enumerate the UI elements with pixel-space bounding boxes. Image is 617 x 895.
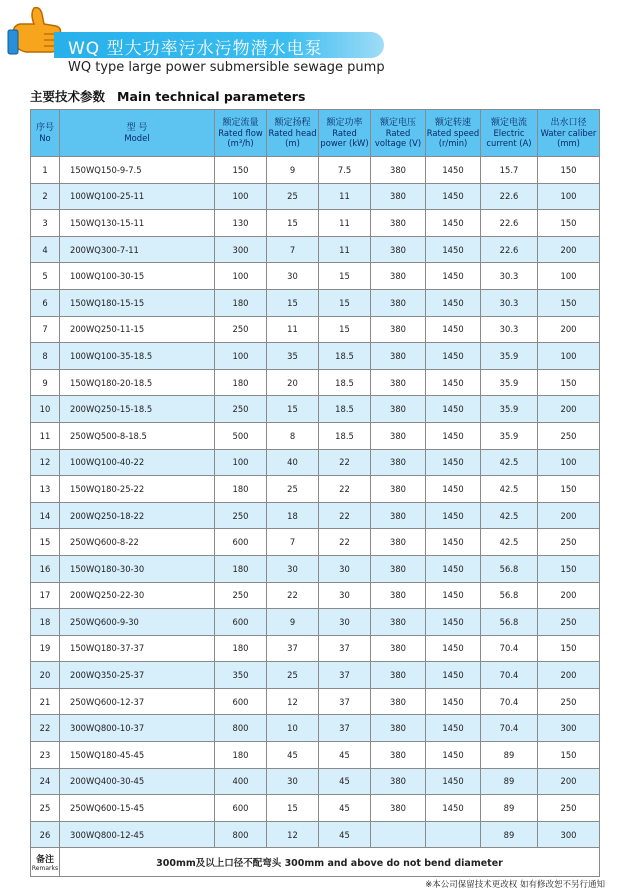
table-row — [31, 316, 600, 343]
cell-speed: 1450 — [426, 422, 481, 449]
table-row — [31, 396, 600, 423]
cell-model: 100WQ100-30-15 — [60, 263, 215, 290]
cell-caliber: 100 — [538, 343, 600, 370]
cell-no: 8 — [31, 343, 60, 370]
cell-voltage: 380 — [371, 555, 426, 582]
cell-caliber: 100 — [538, 263, 600, 290]
cell-flow: 300 — [215, 236, 267, 263]
cell-model: 200WQ400-30-45 — [60, 768, 215, 795]
cell-power: 37 — [319, 688, 371, 715]
remarks-label: 备注 Remarks — [31, 848, 60, 877]
cell-model: 200WQ250-11-15 — [60, 316, 215, 343]
table-row — [31, 742, 600, 769]
cell-flow: 250 — [215, 502, 267, 529]
cell-head: 30 — [267, 555, 319, 582]
cell-current: 22.6 — [481, 183, 538, 210]
cell-speed: 1450 — [426, 715, 481, 742]
cell-voltage: 380 — [371, 236, 426, 263]
cell-flow: 250 — [215, 396, 267, 423]
remarks-text: 300mm及以上口径不配弯头 300mm and above do not bend diameter — [60, 848, 600, 877]
cell-speed: 1450 — [426, 662, 481, 689]
cell-head: 35 — [267, 343, 319, 370]
cell-current: 35.9 — [481, 369, 538, 396]
cell-model: 100WQ100-40-22 — [60, 449, 215, 476]
cell-head: 15 — [267, 210, 319, 237]
cell-head: 37 — [267, 635, 319, 662]
cell-current: 30.3 — [481, 289, 538, 316]
cell-caliber: 150 — [538, 635, 600, 662]
cell-current: 42.5 — [481, 529, 538, 556]
cell-caliber: 250 — [538, 609, 600, 636]
table-row — [31, 263, 600, 290]
cell-flow: 100 — [215, 263, 267, 290]
cell-power: 37 — [319, 635, 371, 662]
cell-power: 11 — [319, 210, 371, 237]
cell-caliber: 300 — [538, 715, 600, 742]
cell-caliber: 150 — [538, 555, 600, 582]
cell-caliber: 150 — [538, 742, 600, 769]
cell-no: 10 — [31, 396, 60, 423]
cell-no: 26 — [31, 821, 60, 848]
table-row — [31, 582, 600, 609]
cell-head: 8 — [267, 422, 319, 449]
cell-speed: 1450 — [426, 183, 481, 210]
cell-voltage: 380 — [371, 263, 426, 290]
cell-voltage: 380 — [371, 369, 426, 396]
cell-speed: 1450 — [426, 396, 481, 423]
cell-speed: 1450 — [426, 688, 481, 715]
col-header-no: 序号 No — [31, 110, 60, 157]
cell-caliber: 250 — [538, 795, 600, 822]
cell-power: 15 — [319, 289, 371, 316]
cell-head: 25 — [267, 183, 319, 210]
cell-caliber: 150 — [538, 369, 600, 396]
cell-model: 200WQ250-22-30 — [60, 582, 215, 609]
cell-caliber: 250 — [538, 422, 600, 449]
cell-flow: 500 — [215, 422, 267, 449]
cell-head: 15 — [267, 289, 319, 316]
cell-voltage: 380 — [371, 502, 426, 529]
cell-voltage: 380 — [371, 688, 426, 715]
cell-head: 7 — [267, 236, 319, 263]
cell-current: 56.8 — [481, 555, 538, 582]
cell-speed: 1450 — [426, 263, 481, 290]
table-header-row — [31, 110, 600, 157]
cell-no: 11 — [31, 422, 60, 449]
cell-model: 200WQ350-25-37 — [60, 662, 215, 689]
cell-no: 15 — [31, 529, 60, 556]
cell-caliber: 200 — [538, 316, 600, 343]
cell-power: 22 — [319, 502, 371, 529]
cell-head: 9 — [267, 609, 319, 636]
cell-flow: 130 — [215, 210, 267, 237]
cell-no: 2 — [31, 183, 60, 210]
cell-voltage: 380 — [371, 422, 426, 449]
cell-flow: 600 — [215, 529, 267, 556]
cell-speed: 1450 — [426, 157, 481, 184]
cell-power: 37 — [319, 715, 371, 742]
cell-voltage: 380 — [371, 343, 426, 370]
parameters-table — [30, 109, 600, 877]
cell-speed: 1450 — [426, 582, 481, 609]
cell-flow: 350 — [215, 662, 267, 689]
cell-model: 250WQ600-12-37 — [60, 688, 215, 715]
cell-no: 5 — [31, 263, 60, 290]
cell-voltage: 380 — [371, 210, 426, 237]
cell-voltage: 380 — [371, 316, 426, 343]
cell-head: 20 — [267, 369, 319, 396]
cell-power: 18.5 — [319, 396, 371, 423]
cell-head: 12 — [267, 688, 319, 715]
section-title-en: Main technical parameters — [117, 89, 306, 104]
cell-no: 22 — [31, 715, 60, 742]
cell-flow: 180 — [215, 289, 267, 316]
cell-head: 15 — [267, 795, 319, 822]
cell-power: 37 — [319, 662, 371, 689]
table-row — [31, 529, 600, 556]
cell-current: 70.4 — [481, 635, 538, 662]
cell-voltage: 380 — [371, 289, 426, 316]
cell-caliber: 300 — [538, 821, 600, 848]
table-row — [31, 236, 600, 263]
col-header-caliber: 出水口径 Water caliber (mm) — [538, 110, 600, 157]
col-header-current: 额定电流 Electric current (A) — [481, 110, 538, 157]
cell-model: 300WQ800-10-37 — [60, 715, 215, 742]
page-title-cn: WQ 型大功率污水污物潜水电泵 — [68, 39, 323, 59]
cell-flow: 100 — [215, 343, 267, 370]
cell-model: 200WQ250-15-18.5 — [60, 396, 215, 423]
table-row — [31, 715, 600, 742]
cell-caliber: 250 — [538, 688, 600, 715]
cell-head: 40 — [267, 449, 319, 476]
cell-speed — [426, 821, 481, 848]
cell-power: 11 — [319, 183, 371, 210]
cell-voltage: 380 — [371, 157, 426, 184]
cell-current: 22.6 — [481, 236, 538, 263]
cell-no: 21 — [31, 688, 60, 715]
cell-current: 89 — [481, 742, 538, 769]
cell-head: 15 — [267, 396, 319, 423]
cell-speed: 1450 — [426, 449, 481, 476]
table-row — [31, 289, 600, 316]
cell-model: 150WQ130-15-11 — [60, 210, 215, 237]
cell-voltage: 380 — [371, 742, 426, 769]
cell-head: 22 — [267, 582, 319, 609]
col-header-power: 额定功率 Rated power (kW) — [319, 110, 371, 157]
cell-speed: 1450 — [426, 555, 481, 582]
cell-current: 89 — [481, 795, 538, 822]
cell-speed: 1450 — [426, 502, 481, 529]
cell-current: 42.5 — [481, 476, 538, 503]
cell-power: 18.5 — [319, 422, 371, 449]
cell-model: 150WQ180-30-30 — [60, 555, 215, 582]
table-row — [31, 688, 600, 715]
cell-head: 25 — [267, 476, 319, 503]
cell-power: 22 — [319, 529, 371, 556]
table-row — [31, 422, 600, 449]
cell-model: 150WQ180-25-22 — [60, 476, 215, 503]
cell-head: 30 — [267, 263, 319, 290]
cell-speed: 1450 — [426, 289, 481, 316]
cell-speed: 1450 — [426, 369, 481, 396]
cell-no: 1 — [31, 157, 60, 184]
cell-voltage: 380 — [371, 449, 426, 476]
cell-voltage: 380 — [371, 768, 426, 795]
cell-voltage: 380 — [371, 183, 426, 210]
cell-caliber: 100 — [538, 183, 600, 210]
cell-caliber: 200 — [538, 502, 600, 529]
cell-caliber: 150 — [538, 476, 600, 503]
cell-no: 12 — [31, 449, 60, 476]
cell-flow: 600 — [215, 609, 267, 636]
cell-current: 56.8 — [481, 582, 538, 609]
cell-caliber: 150 — [538, 210, 600, 237]
cell-no: 24 — [31, 768, 60, 795]
page-title-en: WQ type large power submersible sewage pump — [68, 60, 385, 75]
cell-current: 22.6 — [481, 210, 538, 237]
cell-power: 7.5 — [319, 157, 371, 184]
cell-head: 18 — [267, 502, 319, 529]
cell-current: 42.5 — [481, 449, 538, 476]
cell-model: 150WQ180-37-37 — [60, 635, 215, 662]
cell-power: 22 — [319, 449, 371, 476]
table-row — [31, 555, 600, 582]
section-title-cn: 主要技术参数 — [30, 89, 106, 104]
cell-power: 11 — [319, 236, 371, 263]
cell-flow: 100 — [215, 183, 267, 210]
cell-caliber: 200 — [538, 582, 600, 609]
cell-no: 3 — [31, 210, 60, 237]
cell-flow: 100 — [215, 449, 267, 476]
cell-voltage: 380 — [371, 662, 426, 689]
cell-voltage: 380 — [371, 582, 426, 609]
cell-model: 250WQ500-8-18.5 — [60, 422, 215, 449]
cell-flow: 180 — [215, 476, 267, 503]
cell-power: 22 — [319, 476, 371, 503]
cell-no: 17 — [31, 582, 60, 609]
cell-voltage: 380 — [371, 529, 426, 556]
table-row — [31, 210, 600, 237]
cell-speed: 1450 — [426, 768, 481, 795]
table-row — [31, 449, 600, 476]
cell-voltage: 380 — [371, 715, 426, 742]
cell-power: 30 — [319, 609, 371, 636]
cell-head: 7 — [267, 529, 319, 556]
cell-no: 9 — [31, 369, 60, 396]
remarks-row — [31, 848, 600, 877]
table-row — [31, 157, 600, 184]
cell-current: 70.4 — [481, 715, 538, 742]
section-heading — [30, 87, 317, 105]
cell-current: 35.9 — [481, 396, 538, 423]
cell-speed: 1450 — [426, 795, 481, 822]
cell-current: 89 — [481, 821, 538, 848]
cell-model: 150WQ180-15-15 — [60, 289, 215, 316]
cell-flow: 180 — [215, 555, 267, 582]
cell-speed: 1450 — [426, 316, 481, 343]
cell-flow: 180 — [215, 369, 267, 396]
cell-voltage — [371, 821, 426, 848]
cell-model: 300WQ800-12-45 — [60, 821, 215, 848]
cell-head: 11 — [267, 316, 319, 343]
table-row — [31, 609, 600, 636]
cell-speed: 1450 — [426, 609, 481, 636]
cell-no: 23 — [31, 742, 60, 769]
cell-caliber: 150 — [538, 289, 600, 316]
cell-power: 30 — [319, 555, 371, 582]
cell-no: 18 — [31, 609, 60, 636]
cell-speed: 1450 — [426, 635, 481, 662]
cell-flow: 800 — [215, 715, 267, 742]
cell-model: 150WQ150-9-7.5 — [60, 157, 215, 184]
cell-caliber: 200 — [538, 768, 600, 795]
footer-note: ※本公司保留技术更改权 如有修改恕不另行通知 — [425, 880, 605, 890]
cell-power: 45 — [319, 795, 371, 822]
cell-power: 45 — [319, 742, 371, 769]
cell-head: 30 — [267, 768, 319, 795]
table-row — [31, 476, 600, 503]
cell-speed: 1450 — [426, 529, 481, 556]
col-header-voltage: 额定电压 Rated voltage (V) — [371, 110, 426, 157]
cell-caliber: 200 — [538, 236, 600, 263]
cell-voltage: 380 — [371, 635, 426, 662]
cell-speed: 1450 — [426, 343, 481, 370]
cell-head: 10 — [267, 715, 319, 742]
cell-power: 30 — [319, 582, 371, 609]
cell-head: 9 — [267, 157, 319, 184]
cell-flow: 180 — [215, 742, 267, 769]
cell-flow: 600 — [215, 688, 267, 715]
cell-head: 45 — [267, 742, 319, 769]
cell-caliber: 250 — [538, 529, 600, 556]
cell-flow: 800 — [215, 821, 267, 848]
cell-current: 42.5 — [481, 502, 538, 529]
cell-no: 25 — [31, 795, 60, 822]
cell-head: 12 — [267, 821, 319, 848]
cell-head: 25 — [267, 662, 319, 689]
col-header-speed: 额定转速 Rated speed (r/min) — [426, 110, 481, 157]
cell-speed: 1450 — [426, 476, 481, 503]
table-row — [31, 635, 600, 662]
cell-current: 15.7 — [481, 157, 538, 184]
cell-model: 150WQ180-20-18.5 — [60, 369, 215, 396]
cell-current: 70.4 — [481, 688, 538, 715]
cell-speed: 1450 — [426, 236, 481, 263]
cell-model: 200WQ300-7-11 — [60, 236, 215, 263]
cell-current: 89 — [481, 768, 538, 795]
cell-flow: 250 — [215, 316, 267, 343]
cell-power: 18.5 — [319, 369, 371, 396]
col-header-head: 额定扬程 Rated head (m) — [267, 110, 319, 157]
cell-model: 200WQ250-18-22 — [60, 502, 215, 529]
cell-no: 14 — [31, 502, 60, 529]
cell-model: 150WQ180-45-45 — [60, 742, 215, 769]
cell-flow: 180 — [215, 635, 267, 662]
cell-model: 250WQ600-8-22 — [60, 529, 215, 556]
cell-voltage: 380 — [371, 396, 426, 423]
col-header-model: 型 号 Model — [60, 110, 215, 157]
cell-caliber: 100 — [538, 449, 600, 476]
table-row — [31, 795, 600, 822]
table-row — [31, 343, 600, 370]
cell-power: 45 — [319, 821, 371, 848]
cell-voltage: 380 — [371, 476, 426, 503]
cell-no: 4 — [31, 236, 60, 263]
cell-current: 35.9 — [481, 422, 538, 449]
cell-current: 35.9 — [481, 343, 538, 370]
cell-model: 250WQ600-15-45 — [60, 795, 215, 822]
cell-power: 15 — [319, 316, 371, 343]
cell-power: 15 — [319, 263, 371, 290]
page-header — [0, 0, 617, 80]
cell-flow: 250 — [215, 582, 267, 609]
cell-flow: 400 — [215, 768, 267, 795]
cell-no: 20 — [31, 662, 60, 689]
table-row — [31, 183, 600, 210]
cell-no: 16 — [31, 555, 60, 582]
cell-no: 6 — [31, 289, 60, 316]
cell-no: 13 — [31, 476, 60, 503]
table-row — [31, 768, 600, 795]
cell-voltage: 380 — [371, 795, 426, 822]
cell-model: 100WQ100-35-18.5 — [60, 343, 215, 370]
cell-power: 18.5 — [319, 343, 371, 370]
cell-no: 7 — [31, 316, 60, 343]
cell-flow: 600 — [215, 795, 267, 822]
cell-no: 19 — [31, 635, 60, 662]
cell-model: 100WQ100-25-11 — [60, 183, 215, 210]
table-row — [31, 369, 600, 396]
cell-caliber: 200 — [538, 662, 600, 689]
table-row — [31, 662, 600, 689]
cell-power: 45 — [319, 768, 371, 795]
cell-current: 56.8 — [481, 609, 538, 636]
cell-speed: 1450 — [426, 210, 481, 237]
cell-current: 70.4 — [481, 662, 538, 689]
cell-flow: 150 — [215, 157, 267, 184]
cell-model: 250WQ600-9-30 — [60, 609, 215, 636]
cell-current: 30.3 — [481, 316, 538, 343]
cell-caliber: 150 — [538, 157, 600, 184]
table-row — [31, 821, 600, 848]
cell-caliber: 200 — [538, 396, 600, 423]
cell-speed: 1450 — [426, 742, 481, 769]
cell-current: 30.3 — [481, 263, 538, 290]
col-header-flow: 额定流量 Rated flow (m³/h) — [215, 110, 267, 157]
table-row — [31, 502, 600, 529]
cell-voltage: 380 — [371, 609, 426, 636]
